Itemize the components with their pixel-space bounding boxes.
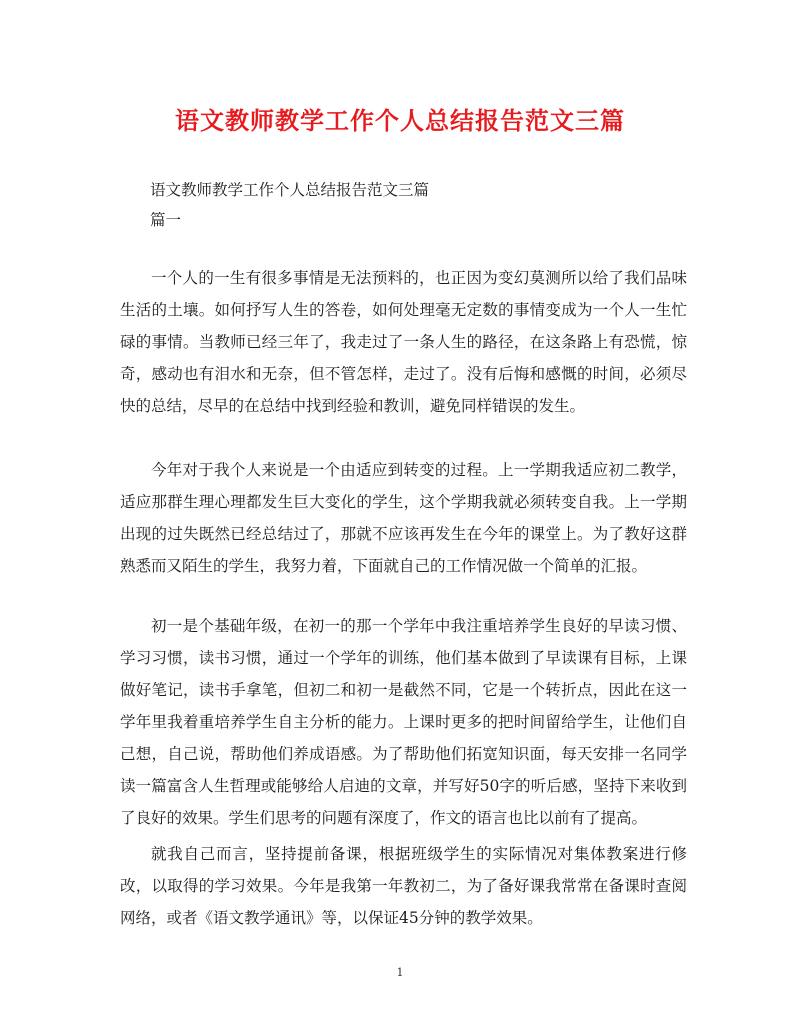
body-paragraph-3: 初一是个基础年级，在初一的那一个学年中我注重培养学生良好的早读习惯、学习习惯，读书习惯，通过一个学年的训练，他们基本做到了早读课有目标，上课做好笔记，读书手拿笔，但初二和初一是截然不同，它是一个转折点，因此在这一学年里我着重培养学生自主分析的能力。上课时更多的把时间留给学生，让他们自己想，自己说，帮助他们养成语感。为了帮助他们拓宽知识面，每天安排一名同学读一篇富含人生哲理或能够给人启迪的文章，并写好50字的听后感，坚持下来收到了良好的效果。学生们思考的问题有深度了，作文的语言也比以前有了提高。 xyxy=(120,617,687,827)
page-number: 1 xyxy=(396,966,404,979)
body-paragraph-2: 今年对于我个人来说是一个由适应到转变的过程。上一学期我适应初二教学，适应那群生理心理都发生巨大变化的学生，这个学期我就必须转变自我。上一学期出现的过失既然已经总结过了，那就不应该再发生在今年的课堂上。为了教好这群熟悉而又陌生的学生，我努力着，下面就自己的工作情况做一个简单的汇报。 xyxy=(120,461,687,575)
document-subtitle: 语文教师教学工作个人总结报告范文三篇 xyxy=(150,181,430,199)
body-paragraph-1: 一个人的一生有很多事情是无法预料的，也正因为变幻莫测所以给了我们品味生活的土壤。如何抒写人生的答卷，如何处理毫无定数的事情变成为一个人一生忙碌的事情。当教师已经三年了，我走过了一条人生的路径，在这条路上有恐慌，惊奇，感动也有泪水和无奈，但不管怎样，走过了。没有后悔和感慨的时间，必须尽快的总结，尽早的在总结中找到经验和教训，避免同样错误的发生。 xyxy=(120,269,687,415)
section-label: 篇一 xyxy=(150,211,182,229)
body-paragraph-4: 就我自己而言，坚持提前备课，根据班级学生的实际情况对集体教案进行修改，以取得的学习效果。今年是我第一年教初二，为了备好课我常常在备课时查阅网络，或者《语文教学通讯》等，以保证45分钟的教学效果。 xyxy=(120,845,687,927)
document-title: 语文教师教学工作个人总结报告范文三篇 xyxy=(175,106,625,135)
